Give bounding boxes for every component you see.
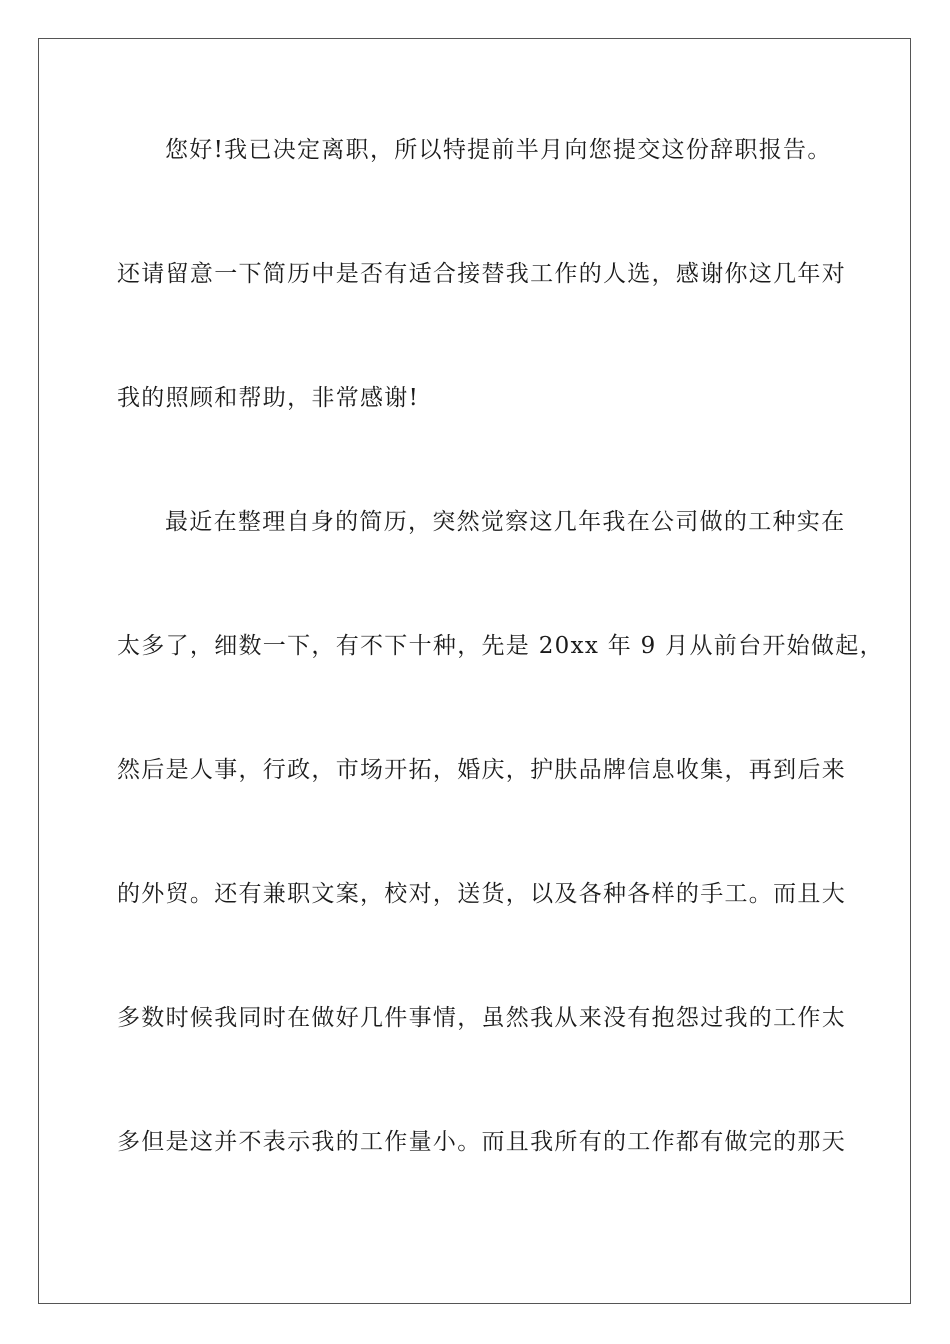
paragraph-2-line-2: 太多了，细数一下，有不下十种，先是 20xx 年 9 月从前台开始做起，: [117, 633, 884, 659]
paragraph-1-line-1: 您好!我已决定离职，所以特提前半月向您提交这份辞职报告。: [165, 137, 832, 163]
paragraph-1-line-3: 我的照顾和帮助，非常感谢!: [117, 385, 420, 411]
paragraph-2-line-5: 多数时候我同时在做好几件事情，虽然我从来没有抱怨过我的工作太: [117, 1005, 846, 1031]
paragraph-1-line-2: 还请留意一下简历中是否有适合接替我工作的人选，感谢你这几年对: [117, 261, 846, 287]
paragraph-2-line-4: 的外贸。还有兼职文案，校对，送货，以及各种各样的手工。而且大: [117, 881, 846, 907]
page-border: [38, 38, 911, 1304]
paragraph-2-line-6: 多但是这并不表示我的工作量小。而且我所有的工作都有做完的那天: [117, 1129, 846, 1155]
paragraph-2-line-3: 然后是人事，行政，市场开拓，婚庆，护肤品牌信息收集，再到后来: [117, 757, 846, 783]
paragraph-2-line-1: 最近在整理自身的简历，突然觉察这几年我在公司做的工种实在: [165, 509, 846, 535]
